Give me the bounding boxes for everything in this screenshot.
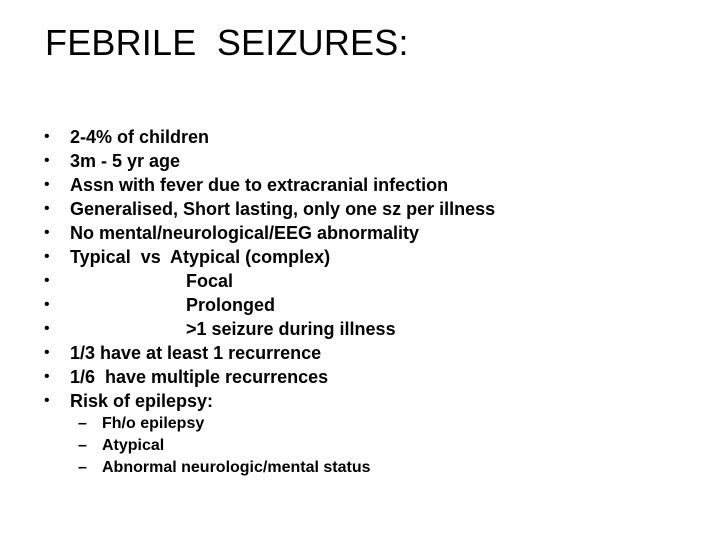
bullet-item-prevalence [44, 125, 210, 149]
bullet-text: Prolonged [186, 295, 275, 315]
sub-bullet-text: Fh/o epilepsy [102, 415, 205, 432]
bullet-text: Focal [186, 271, 234, 291]
bullet-item-focal [44, 269, 234, 293]
dash-icon: – [78, 415, 87, 432]
bullet-icon: • [44, 200, 50, 217]
bullet-text: 2-4% of children [70, 127, 210, 147]
sub-bullet-list [78, 413, 371, 479]
bullet-item-fever [44, 173, 449, 197]
sub-bullet-text: Atypical [102, 437, 165, 454]
dash-icon: – [78, 437, 87, 454]
bullet-icon: • [44, 368, 50, 385]
bullet-item-epilepsy-risk [44, 389, 214, 413]
bullet-item-recurrence [44, 341, 322, 365]
bullet-icon: • [44, 248, 50, 265]
bullet-item-generalised [44, 197, 496, 221]
bullet-icon: • [44, 344, 50, 361]
bullet-text: Risk of epilepsy: [70, 391, 214, 411]
bullet-item-prolonged [44, 293, 275, 317]
bullet-icon: • [44, 392, 50, 409]
bullet-item-age [44, 149, 181, 173]
bullet-text: 1/6 have multiple recurrences [70, 367, 329, 387]
bullet-item-typical-vs-atypical [44, 245, 331, 269]
bullet-icon: • [44, 176, 50, 193]
bullet-icon: • [44, 128, 50, 145]
bullet-icon: • [44, 320, 50, 337]
bullet-text: Assn with fever due to extracranial infection [70, 175, 449, 195]
sub-bullet-text: Abnormal neurologic/mental status [102, 459, 371, 476]
dash-icon: – [78, 459, 87, 476]
sub-bullet-item-atypical [78, 435, 165, 457]
bullet-text: 1/3 have at least 1 recurrence [70, 343, 322, 363]
bullet-text: No mental/neurological/EEG abnormality [70, 223, 420, 243]
bullet-list [44, 125, 496, 413]
sub-bullet-item-abnormal-status [78, 457, 371, 479]
bullet-item-abnormality [44, 221, 420, 245]
bullet-text: 3m - 5 yr age [70, 151, 181, 171]
bullet-item-multiple-recurrences [44, 365, 329, 389]
bullet-text: Typical vs Atypical (complex) [70, 247, 331, 267]
bullet-icon: • [44, 224, 50, 241]
bullet-icon: • [44, 272, 50, 289]
bullet-icon: • [44, 296, 50, 313]
bullet-text: Generalised, Short lasting, only one sz per illness [70, 199, 496, 219]
bullet-item-multiple-seizures [44, 317, 396, 341]
slide-title: FEBRILE SEIZURES: [45, 22, 409, 63]
sub-bullet-item-family-history [78, 413, 205, 435]
bullet-text: >1 seizure during illness [186, 319, 396, 339]
bullet-icon: • [44, 152, 50, 169]
